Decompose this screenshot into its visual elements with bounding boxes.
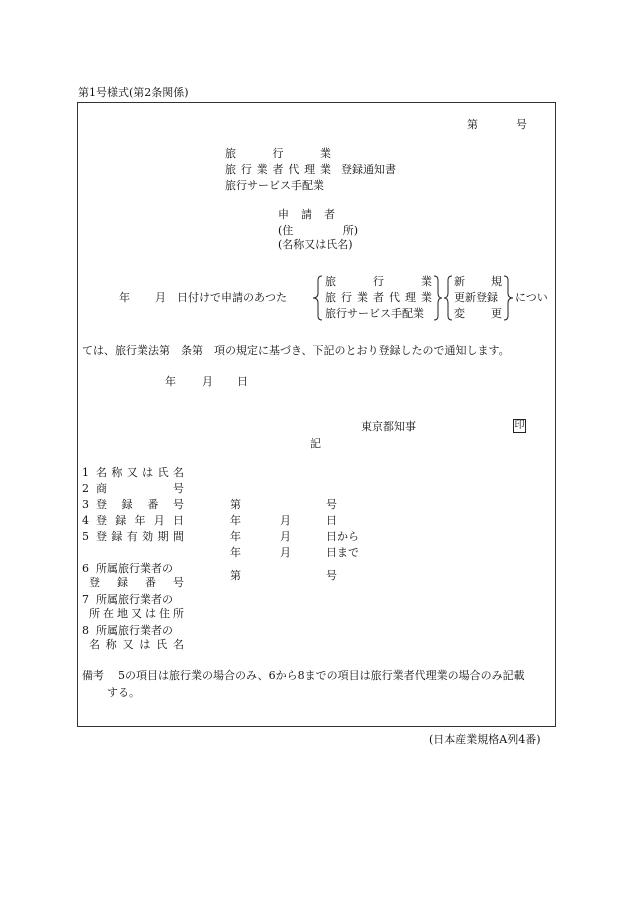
type-service: 旅行サービス手配業 — [325, 307, 424, 320]
item-label-reg-no: 登 録 番 号 — [96, 498, 184, 511]
remarks-label: 備考 — [82, 669, 104, 682]
valid-from-hi: 日から — [326, 530, 359, 543]
right-brace-icon — [503, 275, 515, 321]
issuer: 東京都知事 — [361, 420, 416, 433]
item-no: 8 — [82, 624, 89, 637]
action-new: 新 規 — [454, 275, 502, 288]
valid-to-nen: 年 — [230, 546, 241, 559]
valid-from-tsuki: 月 — [280, 530, 291, 543]
footer-note: (日本産業規格A列4番) — [429, 733, 541, 746]
reg-no-dai: 第 — [230, 498, 241, 511]
reg-date-hi: 日 — [326, 514, 337, 527]
item-label-affil-address: 所 在 地 又 は 住 所 — [89, 607, 184, 620]
sentence-nen: 年 — [119, 291, 130, 304]
valid-to-hi: 日まで — [326, 546, 359, 559]
reg-date-nen: 年 — [230, 514, 241, 527]
notice-title: 登録通知書 — [341, 163, 396, 176]
item-label-affil-reg-no: 登 録 番 号 — [89, 576, 184, 589]
item-label-affil: 所属旅行業者の — [96, 562, 173, 575]
valid-from-nen: 年 — [230, 530, 241, 543]
date-nen: 年 — [165, 375, 176, 388]
sentence-tsuki: 月 — [155, 291, 166, 304]
item-no: 1 — [82, 466, 89, 479]
reg-no-go: 号 — [326, 498, 337, 511]
type-travel-agency: 旅 行 業 — [325, 275, 432, 288]
valid-to-tsuki: 月 — [280, 546, 291, 559]
left-brace-icon — [311, 275, 323, 321]
action-change: 変 更 — [454, 307, 502, 320]
remarks-line1: 5の項目は旅行業の場合のみ、6から8までの項目は旅行業者代理業の場合のみ記載 — [118, 669, 525, 682]
seal-icon: 印 — [514, 420, 525, 431]
item-label-affil: 所属旅行業者の — [96, 624, 173, 637]
applicant-label: 申 請 者 — [278, 208, 335, 221]
applicant-name: (名称又は氏名) — [278, 238, 353, 251]
category-service: 旅行サービス手配業 — [225, 179, 324, 192]
form-title: 第1号様式(第2条関係) — [78, 86, 189, 99]
sentence-tail: につい — [515, 291, 548, 304]
item-no: 4 — [82, 514, 89, 527]
item-label-reg-date: 登 録 年 月 日 — [96, 514, 184, 527]
ki-heading: 記 — [310, 437, 321, 450]
type-agent: 旅 行 業 者 代 理 業 — [325, 291, 432, 304]
affil-no-go: 号 — [326, 569, 337, 582]
action-renewal: 更新登録 — [454, 291, 498, 304]
item-label-trade-name: 商 号 — [96, 482, 184, 495]
category-travel-agency: 旅 行 業 — [225, 147, 331, 160]
category-agent: 旅 行 業 者 代 理 業 — [225, 163, 331, 176]
reg-date-tsuki: 月 — [280, 514, 291, 527]
date-tsuki: 月 — [202, 375, 213, 388]
sentence-mid: 日付けで申請のあつた — [177, 291, 287, 304]
number-dai: 第 — [467, 118, 478, 131]
affil-no-dai: 第 — [230, 569, 241, 582]
sentence-line2: ては、旅行業法第 条第 項の規定に基づき、下記のとおり登録したので通知します。 — [82, 344, 510, 357]
date-hi: 日 — [237, 375, 248, 388]
item-label-affil-name: 名 称 又 は 氏 名 — [89, 638, 184, 651]
item-no: 2 — [82, 482, 89, 495]
item-no: 6 — [82, 562, 89, 575]
item-label-validity: 登 録 有 効 期 間 — [96, 530, 184, 543]
item-label-name: 名 称 又 は 氏 名 — [96, 466, 184, 479]
number-go: 号 — [516, 118, 527, 131]
applicant-address: (住 所) — [278, 224, 358, 237]
item-no: 3 — [82, 498, 89, 511]
item-no: 5 — [82, 530, 89, 543]
middle-braces-icon — [433, 275, 453, 321]
remarks-line2: する。 — [107, 686, 140, 699]
item-no: 7 — [82, 593, 89, 606]
item-label-affil: 所属旅行業者の — [96, 593, 173, 606]
